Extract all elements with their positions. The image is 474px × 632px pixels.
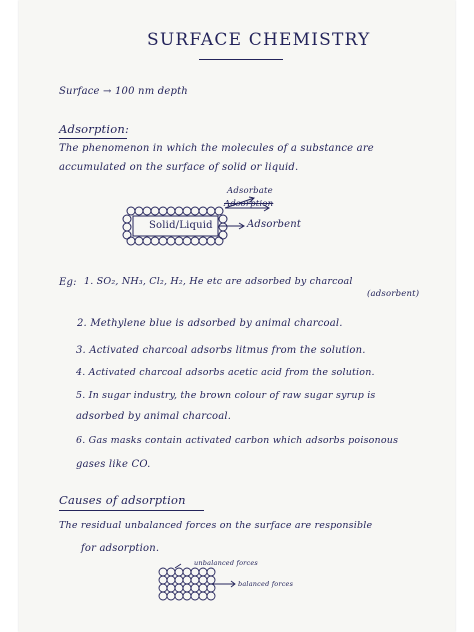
- example-6-line-2: gases like CO.: [76, 459, 151, 470]
- example-4: 4. Activated charcoal adsorbs acetic acid from the solution.: [76, 367, 375, 378]
- example-1-line-1: 1. SO₂, NH₃, Cl₂, H₂, He etc are adsorbed by charcoal: [84, 276, 353, 287]
- example-5-line-2: adsorbed by animal charcoal.: [76, 411, 232, 422]
- page-title: SURFACE CHEMISTRY: [147, 30, 371, 50]
- examples-eg-label: Eg:: [59, 277, 77, 288]
- example-6-line-1: 6. Gas masks contain activated carbon which adsorbs poisonous: [76, 435, 399, 446]
- example-5-line-1: 5. In sugar industry, the brown colour of raw sugar syrup is: [76, 390, 376, 401]
- example-2: 2. Methylene blue is adsorbed by animal charcoal.: [77, 318, 343, 329]
- adsorption-diagram: [119, 186, 319, 246]
- adsorption-heading: Adsorption:: [59, 122, 130, 136]
- solid-liquid-label: Solid/Liquid: [149, 220, 213, 231]
- adsorbate-label: Adsorbate: [227, 186, 273, 196]
- causes-line-1: The residual unbalanced forces on the surface are responsible: [59, 520, 373, 531]
- notebook-page: [19, 0, 455, 632]
- example-3: 3. Activated charcoal adsorbs litmus from the solution.: [76, 345, 366, 356]
- title-underline: [199, 59, 283, 60]
- balanced-forces-label: balanced forces: [238, 580, 294, 588]
- adsorption-definition-line-1: The phenomenon in which the molecules of a substance are: [59, 143, 374, 154]
- adsorption-definition-line-2: accumulated on the surface of solid or liquid.: [59, 162, 299, 173]
- causes-line-2: for adsorption.: [81, 543, 160, 554]
- unbalanced-forces-label: unbalanced forces: [194, 559, 258, 567]
- causes-heading: Causes of adsorption: [59, 493, 186, 507]
- adsorption-label: Adsorption: [224, 199, 274, 209]
- forces-diagram: [155, 562, 275, 622]
- causes-heading-underline: [59, 510, 204, 511]
- surface-depth-line: Surface → 100 nm depth: [59, 86, 188, 97]
- adsorbent-label: Adsorbent: [247, 219, 302, 230]
- adsorption-heading-underline: [59, 138, 127, 139]
- example-1-line-2: (adsorbent): [367, 289, 420, 299]
